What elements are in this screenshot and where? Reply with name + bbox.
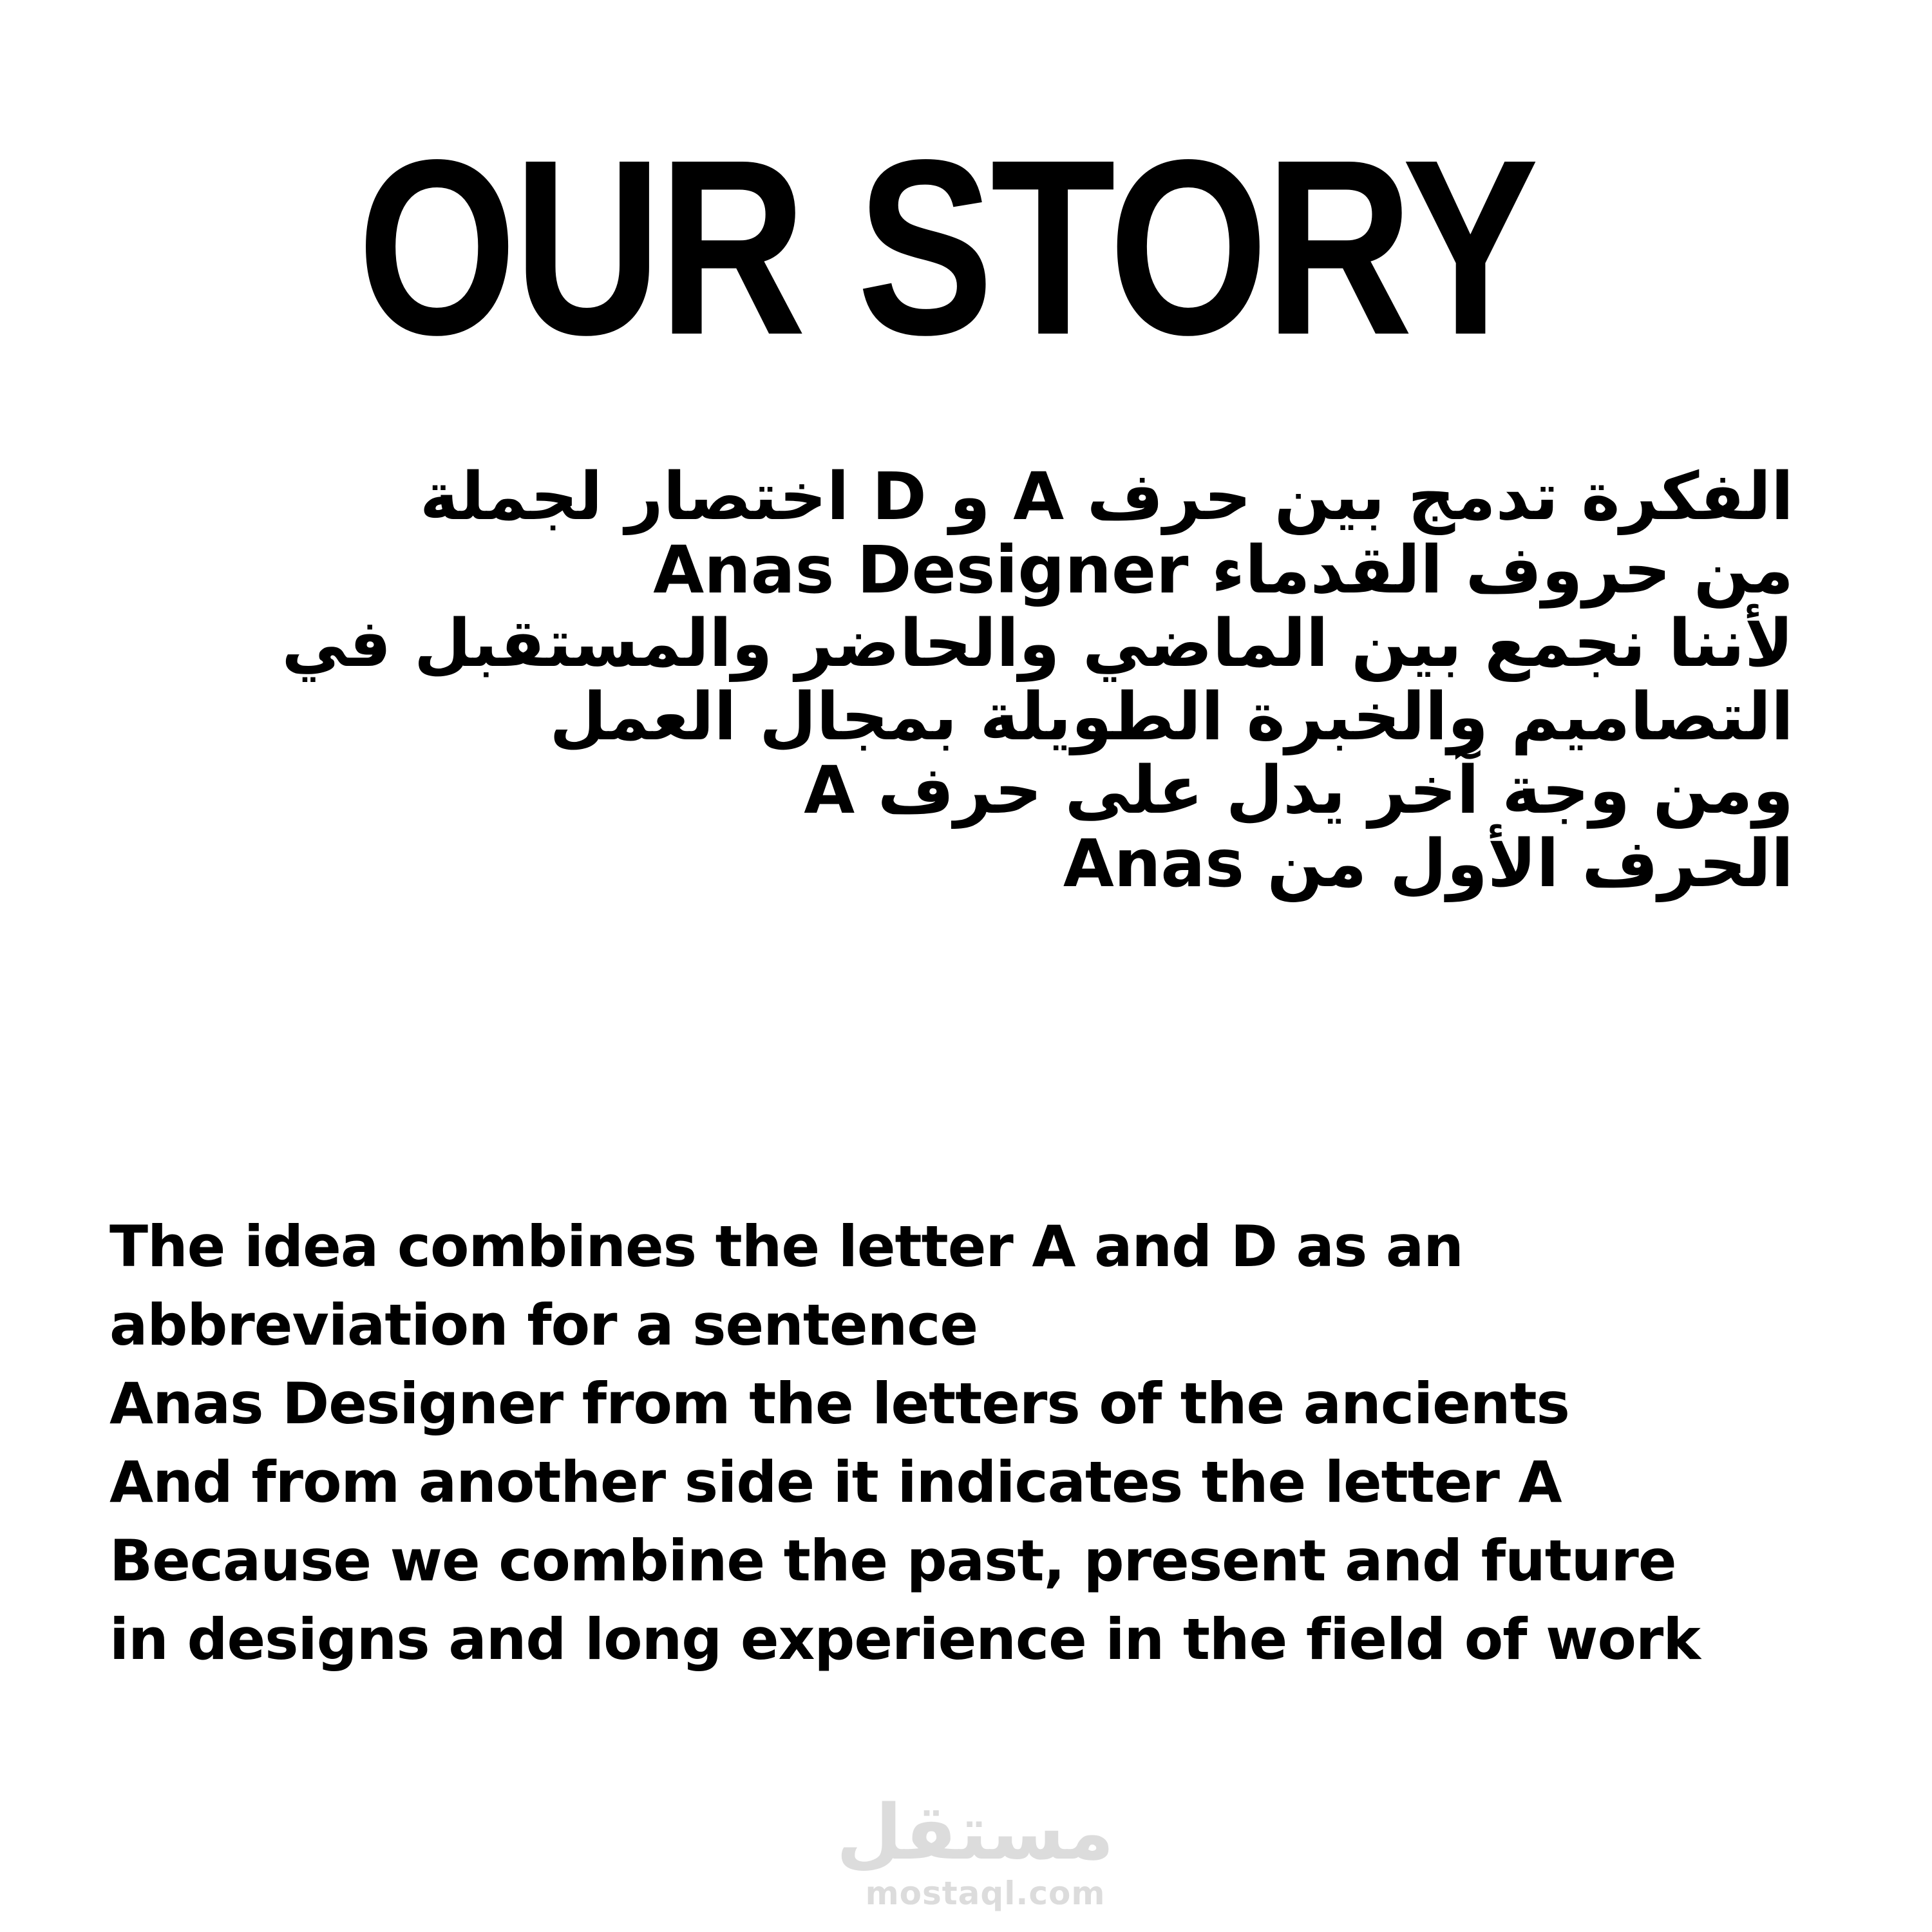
arabic-line-3: لأننا نجمع بين الماضي والحاضر والمستقبل في [281, 605, 1794, 682]
english-line-5: Because we combine the past, present and future [109, 1528, 1676, 1594]
page-title: OUR STORY [357, 108, 1536, 387]
arabic-line-4: التصاميم والخبرة الطويلة بمجال العمل [549, 679, 1794, 755]
arabic-line-6: الحرف الأول من Anas [1063, 826, 1794, 902]
english-line-1: The idea combines the letter A and D as an [109, 1213, 1463, 1280]
english-line-4: And from another side it indicates the letter A [109, 1449, 1562, 1515]
mostaql-watermark [836, 1788, 1114, 1913]
english-line-3: Anas Designer from the letters of the ancients [109, 1370, 1569, 1437]
english-line-6: in designs and long experience in the field of work [109, 1606, 1700, 1672]
arabic-story-text [55, 460, 1794, 901]
arabic-line-1: الفكرة تدمج بين حرف A و D اختصار لجملة [419, 459, 1794, 535]
watermark-latin: mostaql.com [865, 1875, 1106, 1912]
watermark-arabic: مستقل [836, 1788, 1114, 1877]
english-story-text [109, 1208, 1848, 1679]
english-line-2: abbreviation for a sentence [109, 1292, 978, 1358]
arabic-line-2: Anas Designer من حروف القدماء [653, 532, 1794, 609]
arabic-line-5: ومن وجة آخر يدل على حرف A [804, 752, 1794, 829]
